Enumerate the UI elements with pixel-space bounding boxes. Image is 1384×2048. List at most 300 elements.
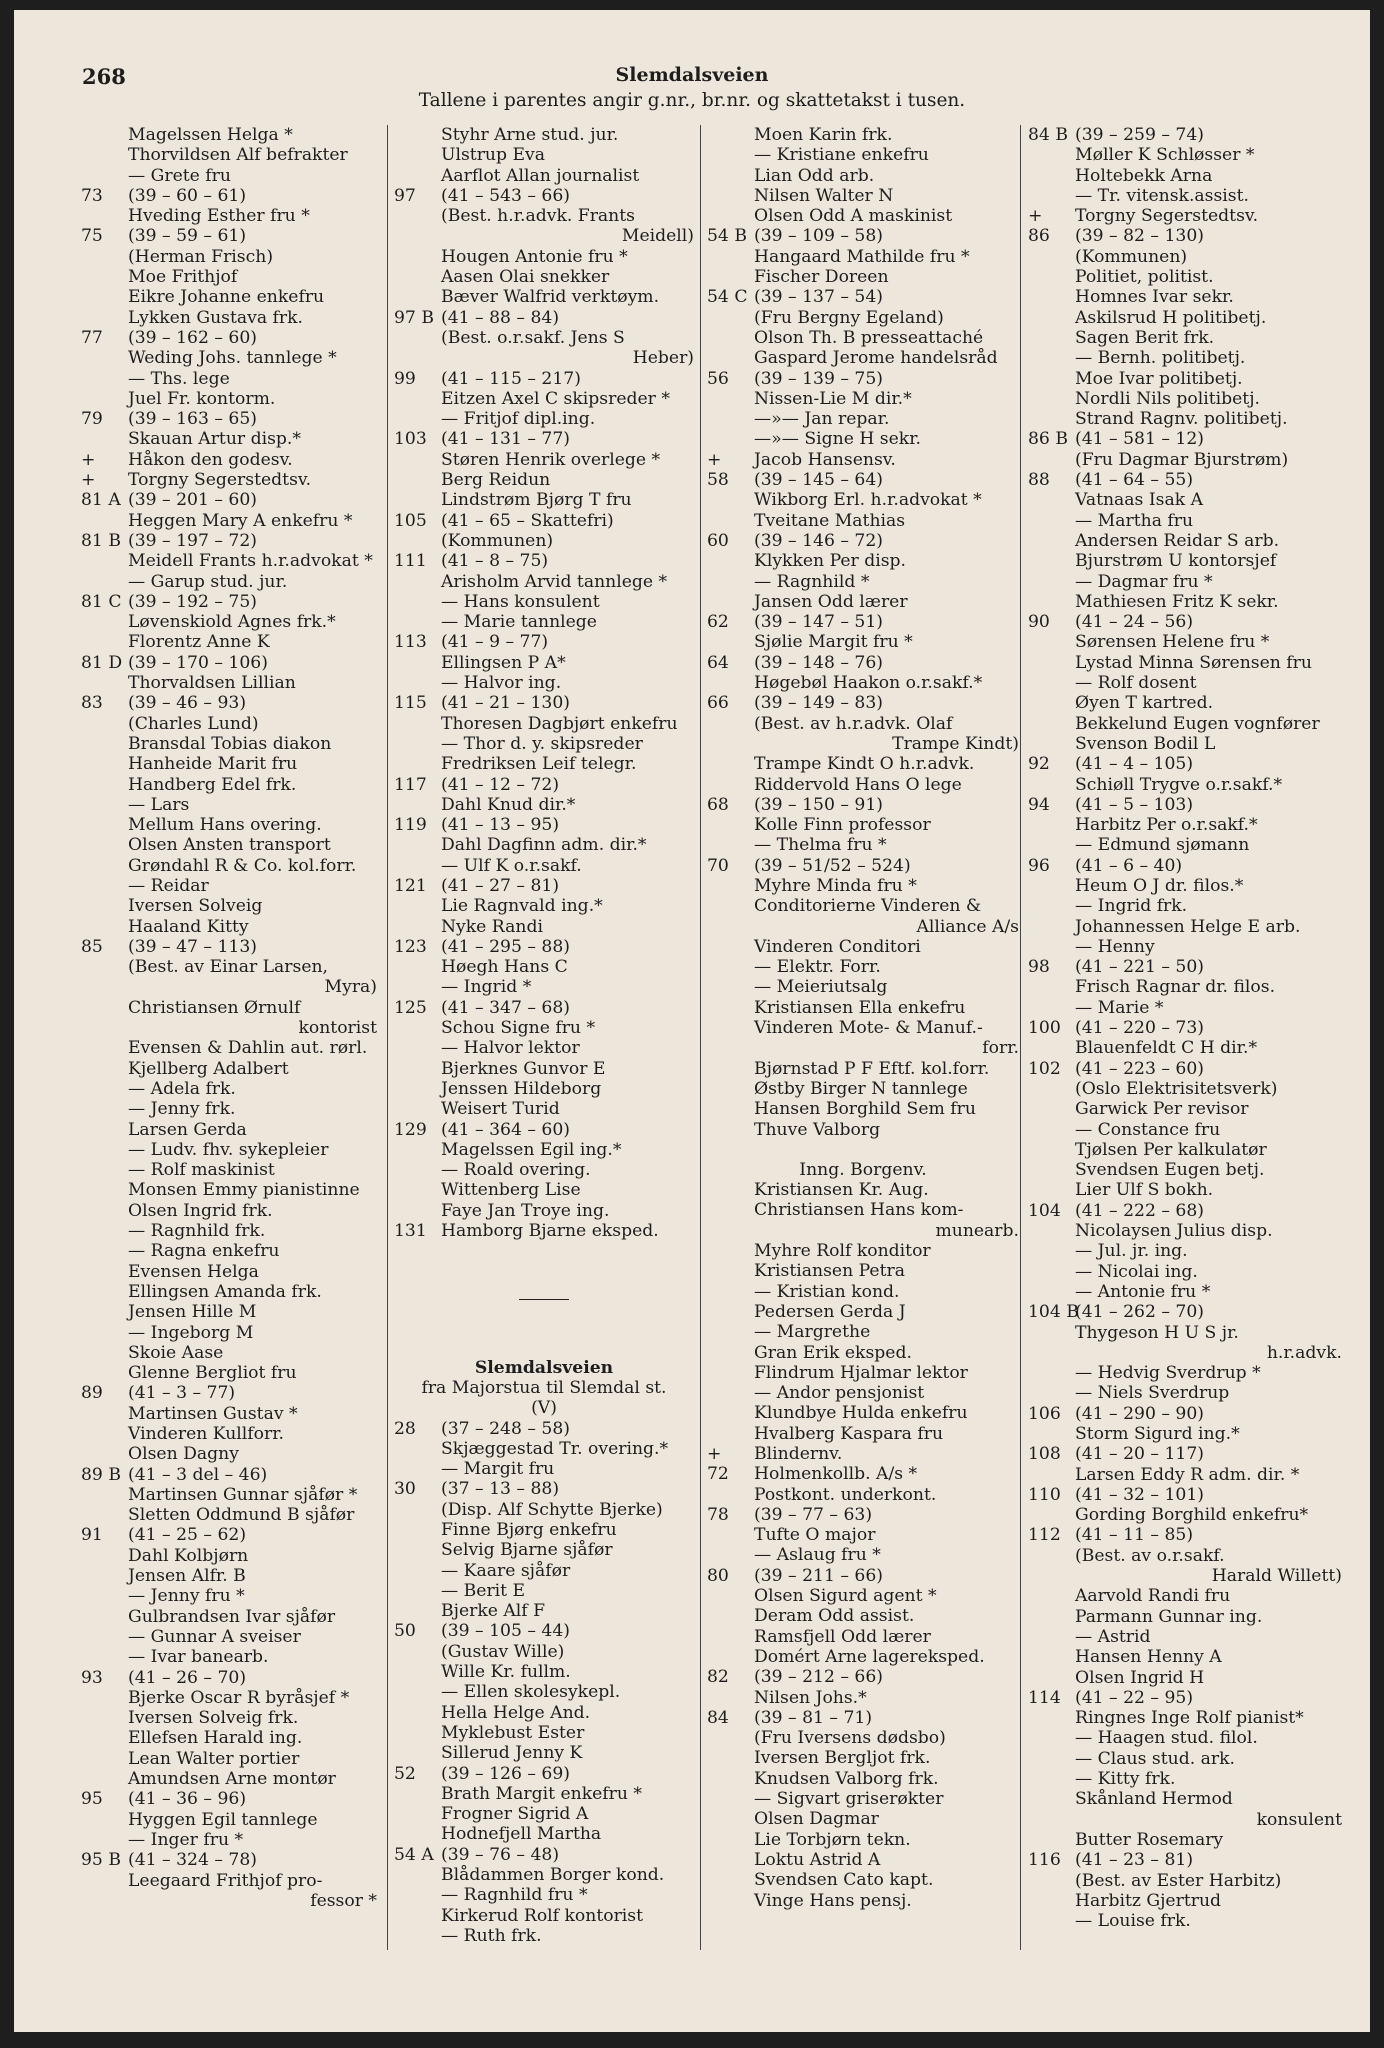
house-number: 106: [1028, 1403, 1061, 1424]
resident-entry: Flindrum Hjalmar lektor: [754, 1362, 968, 1383]
entry-text: (39 – 197 – 72): [128, 530, 257, 551]
entry-text: (39 – 150 – 91): [754, 794, 883, 815]
address-entry: [394, 369, 694, 389]
address-entry: [394, 693, 694, 713]
house-number: +: [707, 449, 722, 470]
resident-entry: — Roald overing.: [441, 1160, 591, 1181]
resident-entry: — Dagmar fru *: [1075, 571, 1213, 592]
directory-page: [14, 10, 1370, 2032]
continuation-line: Trampe Kindt): [892, 733, 1019, 754]
resident-entry: — Gunnar A sveiser: [128, 1626, 301, 1647]
address-entry: [707, 653, 1019, 673]
house-number: 84: [707, 1707, 729, 1728]
house-number: 86 B: [1028, 429, 1068, 450]
entry-text: (39 – 81 – 71): [754, 1707, 873, 1728]
resident-entry: — Ingeborg M: [128, 1322, 254, 1343]
resident-entry: Iversen Solveig frk.: [128, 1708, 299, 1729]
resident-entry: Bjerke Oscar R byråsjef *: [128, 1687, 350, 1708]
house-number: 129: [394, 1119, 427, 1140]
address-entry: [81, 1383, 377, 1403]
resident-entry: Larsen Gerda: [128, 1119, 247, 1140]
resident-entry: Sletten Oddmund B sjåfør: [128, 1505, 355, 1526]
page-subtitle: Tallene i parentes angir g.nr., br.nr. og skattetakst i tusen.: [418, 90, 966, 111]
resident-entry: Olsen Ingrid H: [1075, 1667, 1205, 1688]
address-entry: [707, 226, 1019, 246]
continuation-line: Harald Willett): [1211, 1566, 1342, 1587]
continuation-line: Meidell): [621, 226, 694, 247]
continuation-line: h.r.advk.: [1266, 1342, 1342, 1363]
address-entry: [81, 693, 377, 713]
house-number: 114: [1028, 1687, 1061, 1708]
resident-entry: Amundsen Arne montør: [128, 1769, 336, 1790]
address-entry: [1028, 1404, 1342, 1424]
address-entry: [394, 876, 694, 896]
resident-entry: Olsen Dagmar: [754, 1809, 879, 1830]
entry-text: (39 – 76 – 48): [441, 1844, 560, 1865]
resident-entry: Svendsen Cato kapt.: [754, 1870, 934, 1891]
house-number: 95 B: [81, 1850, 121, 1871]
address-entry: [1028, 1525, 1342, 1545]
resident-entry: Frisch Ragnar dr. filos.: [1075, 977, 1276, 998]
house-number: 90: [1028, 612, 1050, 633]
entry-text: (41 – 6 – 40): [1075, 855, 1183, 876]
entry-text: (41 – 64 – 55): [1075, 470, 1194, 491]
resident-entry: (Herman Frisch): [128, 246, 274, 267]
resident-entry: Evensen Helga: [128, 1261, 259, 1282]
house-number: 104 B: [1028, 1302, 1079, 1323]
address-entry: [394, 551, 694, 571]
resident-entry: Vinderen Conditori: [754, 936, 921, 957]
resident-entry: Olsen Dagny: [128, 1444, 239, 1465]
resident-entry: (Gustav Wille): [441, 1641, 565, 1662]
resident-entry: Støren Henrik overlege *: [441, 449, 661, 470]
resident-entry: (Best. o.r.sakf. Jens S: [441, 327, 625, 348]
address-entry: [707, 287, 1019, 307]
address-entry: [81, 186, 377, 206]
resident-entry: (Kommunen): [441, 530, 554, 551]
entry-text: (39 – 149 – 83): [754, 693, 883, 714]
resident-entry: — Hans konsulent: [441, 591, 600, 612]
address-entry: [81, 409, 377, 429]
resident-entry: Tjølsen Per kalkulatør: [1075, 1139, 1267, 1160]
house-number: 78: [707, 1504, 729, 1525]
resident-entry: Nilsen Johs.*: [754, 1687, 867, 1708]
column-rule: [700, 125, 701, 1950]
resident-entry: — Ragnhild fru *: [441, 1885, 588, 1906]
resident-entry: Conditorierne Vinderen &: [754, 896, 982, 917]
continuation-line: Alliance A/s: [916, 916, 1019, 937]
resident-entry: Thygeson H U S jr.: [1075, 1322, 1239, 1343]
entry-text: (41 – 347 – 68): [441, 997, 570, 1018]
resident-entry: Mathiesen Fritz K sekr.: [1075, 591, 1279, 612]
address-entry: [707, 470, 1019, 490]
resident-entry: (Charles Lund): [128, 713, 259, 734]
resident-entry: Gaspard Jerome handelsråd: [754, 348, 998, 369]
resident-entry: — Margit fru: [441, 1459, 555, 1480]
house-number: 123: [394, 936, 427, 957]
entry-text: (41 – 543 – 66): [441, 185, 570, 206]
resident-entry: — Edmund sjømann: [1075, 835, 1250, 856]
resident-entry: Tveitane Mathias: [754, 510, 906, 531]
resident-entry: Hveding Esther fru *: [128, 206, 310, 227]
resident-entry: Fredriksen Leif telegr.: [441, 754, 637, 775]
entry-text: (39 – 77 – 63): [754, 1504, 873, 1525]
resident-entry: Myhre Rolf konditor: [754, 1241, 931, 1262]
resident-entry: Olsen Ingrid frk.: [128, 1200, 273, 1221]
resident-entry: Ellingsen P A*: [441, 652, 566, 673]
resident-entry: — Tr. vitensk.assist.: [1075, 185, 1249, 206]
resident-entry: Andersen Reidar S arb.: [1075, 530, 1280, 551]
resident-entry: Klundbye Hulda enkefru: [754, 1403, 968, 1424]
resident-entry: Eitzen Axel C skipsreder *: [441, 388, 670, 409]
resident-entry: — Louise frk.: [1075, 1911, 1191, 1932]
address-entry: [81, 490, 377, 510]
resident-entry: Riddervold Hans O lege: [754, 774, 962, 795]
section-subheading: Inng. Borgenv.: [799, 1159, 927, 1180]
address-entry: [1028, 1850, 1342, 1870]
resident-entry: Hella Helge And.: [441, 1702, 591, 1723]
resident-entry: Mellum Hans overing.: [128, 815, 322, 836]
resident-entry: Hvalberg Kaspara fru: [754, 1423, 944, 1444]
address-entry: [1028, 612, 1342, 632]
resident-entry: Klykken Per disp.: [754, 551, 907, 572]
resident-entry: Lykken Gustava frk.: [128, 307, 304, 328]
house-number: 108: [1028, 1444, 1061, 1465]
resident-entry: — Ragnhild frk.: [128, 1221, 266, 1242]
resident-entry: — Reidar: [128, 875, 209, 896]
address-entry: [707, 1566, 1019, 1586]
address-entry: [394, 308, 694, 328]
resident-entry: Nordli Nils politibetj.: [1075, 388, 1261, 409]
house-number: 97 B: [394, 307, 434, 328]
house-number: 75: [81, 226, 103, 247]
house-number: 131: [394, 1221, 427, 1242]
resident-entry: Sagen Berit frk.: [1075, 327, 1215, 348]
house-number: 66: [707, 693, 729, 714]
resident-entry: Vinderen Kullforr.: [128, 1424, 285, 1444]
resident-entry: Kirkerud Rolf kontorist: [441, 1905, 644, 1926]
resident-entry: Handberg Edel frk.: [128, 774, 297, 795]
entry-text: (41 – 11 – 85): [1075, 1525, 1194, 1546]
resident-entry: Finne Bjørg enkefru: [441, 1520, 617, 1540]
resident-entry: — Marie *: [1075, 997, 1164, 1018]
house-number: 125: [394, 997, 427, 1018]
resident-entry: Øyen T kartred.: [1075, 693, 1214, 714]
resident-entry: Svenson Bodil L: [1075, 733, 1216, 754]
resident-entry: Skånland Hermod: [1075, 1789, 1233, 1810]
resident-entry: Domért Arne lagereksped.: [754, 1646, 985, 1667]
address-entry: [1028, 795, 1342, 815]
entry-text: (41 – 12 – 72): [441, 774, 560, 795]
address-entry: [1028, 856, 1342, 876]
house-number: 91: [81, 1525, 103, 1546]
entry-text: (41 – 221 – 50): [1075, 957, 1204, 978]
resident-entry: — Antonie fru *: [1075, 1281, 1211, 1302]
resident-entry: Evensen & Dahlin aut. rørl.: [128, 1038, 368, 1059]
address-entry: [394, 1221, 694, 1241]
entry-text: (41 – 32 – 101): [1075, 1484, 1204, 1505]
spacer: [707, 1140, 1019, 1160]
resident-entry: Berg Reidun: [441, 470, 551, 491]
resident-entry: Blådammen Borger kond.: [441, 1865, 665, 1886]
entry-text: (41 – 115 – 217): [441, 368, 581, 389]
resident-entry: Hodnefjell Martha: [441, 1824, 602, 1845]
resident-entry: Meidell Frants h.r.advokat *: [128, 551, 373, 572]
resident-entry: Ramsfjell Odd lærer: [754, 1626, 931, 1647]
house-number: 99: [394, 368, 416, 389]
resident-entry: Strand Ragnv. politibetj.: [1075, 409, 1288, 430]
resident-entry: Lian Odd arb.: [754, 165, 875, 186]
resident-entry: — Kristian kond.: [754, 1281, 900, 1302]
resident-entry: Politiet, politist.: [1075, 267, 1214, 288]
house-number: 100: [1028, 1018, 1061, 1039]
house-number: 28: [394, 1418, 416, 1439]
resident-entry: —»— Signe H sekr.: [754, 429, 921, 450]
resident-entry: Møller K Schløsser *: [1075, 145, 1255, 166]
address-entry: [1028, 1688, 1342, 1708]
house-number: 98: [1028, 957, 1050, 978]
address-entry: [394, 998, 694, 1018]
entry-text: (41 – 3 del – 46): [128, 1464, 268, 1485]
entry-text: (39 – 47 – 113): [128, 936, 257, 957]
house-number: 81 A: [81, 490, 121, 511]
resident-entry: Bjørnstad P F Eftf. kol.forr.: [754, 1058, 990, 1079]
section-heading: Slemdalsveien: [474, 1357, 614, 1378]
resident-entry: Butter Rosemary: [1075, 1829, 1224, 1850]
directory-column-4: [1028, 125, 1342, 1931]
resident-entry: Gording Borghild enkefru*: [1075, 1505, 1309, 1526]
entry-text: (41 – 13 – 95): [441, 815, 560, 836]
address-entry: [707, 1444, 1019, 1464]
house-number: 56: [707, 368, 729, 389]
resident-entry: Trampe Kindt O h.r.advk.: [754, 754, 975, 775]
resident-entry: (Best. h.r.advk. Frants: [441, 206, 635, 227]
resident-entry: Thuve Valborg: [754, 1119, 881, 1140]
resident-entry: Magelssen Helga *: [128, 125, 293, 145]
page-title: Slemdalsveien: [615, 64, 769, 86]
entry-text: (39 – 170 – 106): [128, 652, 268, 673]
resident-entry: Kolle Finn professor: [754, 815, 931, 836]
resident-entry: Lean Walter portier: [128, 1748, 300, 1769]
address-entry: [707, 450, 1019, 470]
house-number: 95: [81, 1789, 103, 1810]
address-entry: [707, 612, 1019, 632]
address-entry: [1028, 206, 1342, 226]
house-number: 50: [394, 1621, 416, 1642]
resident-entry: Moe Frithjof: [128, 267, 238, 288]
resident-entry: Hyggen Egil tannlege: [128, 1809, 318, 1830]
resident-entry: Garwick Per revisor: [1075, 1099, 1249, 1120]
resident-entry: (Disp. Alf Schytte Bjerke): [441, 1499, 663, 1520]
resident-entry: Bransdal Tobias diakon: [128, 733, 332, 754]
resident-entry: Deram Odd assist.: [754, 1606, 915, 1627]
entry-text: (39 – 163 – 65): [128, 409, 257, 430]
directory-column-1: [81, 125, 377, 1911]
address-entry: [394, 429, 694, 449]
resident-entry: Myhre Minda fru *: [754, 875, 917, 896]
house-number: 58: [707, 470, 729, 491]
resident-entry: — Nicolai ing.: [1075, 1261, 1198, 1282]
resident-entry: Svendsen Eugen betj.: [1075, 1160, 1265, 1181]
resident-entry: — Ragna enkefru: [128, 1241, 280, 1262]
house-number: 89 B: [81, 1464, 121, 1485]
address-entry: [1028, 1059, 1342, 1079]
entry-text: (41 – 22 – 95): [1075, 1687, 1194, 1708]
house-number: 97: [394, 185, 416, 206]
resident-entry: Ulstrup Eva: [441, 145, 545, 166]
resident-entry: Kristiansen Ella enkefru: [754, 997, 966, 1018]
resident-entry: Bjerke Alf F: [441, 1601, 546, 1622]
entry-text: (41 – 21 – 130): [441, 693, 570, 714]
house-number: 103: [394, 429, 427, 450]
column-rule: [1020, 125, 1021, 1950]
resident-entry: Nissen-Lie M dir.*: [754, 388, 912, 409]
entry-text: (39 – 139 – 75): [754, 368, 883, 389]
house-number: 80: [707, 1565, 729, 1586]
address-entry: [394, 1120, 694, 1140]
entry-text: (39 – 147 – 51): [754, 612, 883, 633]
entry-text: (39 – 192 – 75): [128, 591, 257, 612]
resident-entry: Lie Torbjørn tekn.: [754, 1829, 911, 1850]
resident-entry: — Meieriutsalg: [754, 977, 888, 998]
house-number: 94: [1028, 794, 1050, 815]
spacer: [394, 1318, 694, 1358]
house-number: 105: [394, 510, 427, 531]
house-number: 96: [1028, 855, 1050, 876]
resident-entry: — Claus stud. ark.: [1075, 1748, 1235, 1769]
address-entry: [707, 369, 1019, 389]
resident-entry: Magelssen Egil ing.*: [441, 1139, 622, 1160]
entry-text: (41 – 324 – 78): [128, 1850, 257, 1871]
entry-text: (41 – 20 – 117): [1075, 1444, 1204, 1465]
resident-entry: Larsen Eddy R adm. dir. *: [1075, 1464, 1300, 1485]
entry-text: (41 – 131 – 77): [441, 429, 570, 450]
address-entry: [81, 470, 377, 490]
resident-entry: Pedersen Gerda J: [754, 1301, 906, 1322]
entry-text: (39 – 201 – 60): [128, 490, 257, 511]
resident-entry: Skauan Artur disp.*: [128, 429, 301, 450]
resident-entry: Eikre Johanne enkefru: [128, 287, 325, 308]
entry-text: (39 – 259 – 74): [1075, 125, 1204, 145]
resident-entry: Dahl Kolbjørn: [128, 1545, 249, 1566]
entry-text: (39 – 148 – 76): [754, 652, 883, 673]
resident-entry: Moen Karin frk.: [754, 125, 893, 145]
resident-entry: Iversen Solveig: [128, 896, 263, 917]
house-number: 64: [707, 652, 729, 673]
entry-text: (39 – 145 – 64): [754, 470, 883, 491]
resident-entry: Østby Birger N tannlege: [754, 1078, 968, 1099]
entry-text: Blindernv.: [754, 1444, 843, 1464]
house-number: +: [707, 1444, 722, 1464]
resident-entry: Sørensen Helene fru *: [1075, 632, 1270, 653]
address-entry: [1028, 226, 1342, 246]
resident-entry: — Ragnhild *: [754, 571, 870, 592]
address-entry: [707, 1667, 1019, 1687]
resident-entry: Myklebust Ester: [441, 1722, 585, 1743]
resident-entry: (Best. av Einar Larsen,: [128, 957, 329, 978]
resident-entry: — Martha fru: [1075, 510, 1194, 531]
resident-entry: Kjellberg Adalbert: [128, 1058, 289, 1079]
resident-entry: Monsen Emmy pianistinne: [128, 1180, 360, 1201]
resident-entry: — Inger fru *: [128, 1829, 244, 1850]
entry-text: (39 – 146 – 72): [754, 530, 883, 551]
resident-entry: Wille Kr. fullm.: [441, 1662, 571, 1683]
house-number: 81 D: [81, 652, 123, 673]
resident-entry: Glenne Bergliot fru: [128, 1363, 297, 1384]
resident-entry: — Kitty frk.: [1075, 1769, 1176, 1790]
house-number: 86: [1028, 226, 1050, 247]
resident-entry: Holtebekk Arna: [1075, 165, 1213, 186]
address-entry: [1028, 1444, 1342, 1464]
house-number: 70: [707, 855, 729, 876]
house-number: 104: [1028, 1200, 1061, 1221]
resident-entry: Loktu Astrid A: [754, 1849, 881, 1870]
address-entry: [707, 1464, 1019, 1484]
column-rule: [387, 125, 388, 1950]
house-number: +: [1028, 206, 1043, 227]
resident-entry: Heggen Mary A enkefru *: [128, 510, 353, 531]
address-entry: [394, 1764, 694, 1784]
resident-entry: Nyke Randi: [441, 916, 543, 937]
resident-entry: Thorvaldsen Lillian: [128, 673, 296, 694]
resident-entry: Bæver Walfrid verktøym.: [441, 287, 660, 308]
resident-entry: Moe Ivar politibetj.: [1075, 368, 1243, 389]
address-entry: [1028, 470, 1342, 490]
continuation-line: Heber): [632, 348, 694, 369]
resident-entry: — Ulf K o.r.sakf.: [441, 855, 582, 876]
house-number: 82: [707, 1667, 729, 1688]
entry-text: (41 – 222 – 68): [1075, 1200, 1204, 1221]
entry-text: (39 – 137 – 54): [754, 287, 883, 308]
address-entry: [707, 693, 1019, 713]
address-entry: [394, 1479, 694, 1499]
resident-entry: — Jul. jr. ing.: [1075, 1241, 1188, 1262]
resident-entry: Jansen Odd lærer: [754, 591, 908, 612]
resident-entry: Vinderen Mote- & Manuf.-: [754, 1018, 983, 1039]
entry-text: (41 – 9 – 77): [441, 632, 549, 653]
resident-entry: Olson Th. B presseattaché: [754, 327, 984, 348]
entry-text: (39 – 211 – 66): [754, 1565, 883, 1586]
resident-entry: — Ivar banearb.: [128, 1647, 269, 1668]
resident-entry: Lindstrøm Bjørg T fru: [441, 490, 632, 511]
house-number: +: [81, 449, 96, 470]
address-entry: [1028, 1201, 1342, 1221]
address-entry: [81, 226, 377, 246]
resident-entry: Brath Margit enkefru *: [441, 1783, 642, 1804]
entry-text: (41 – 223 – 60): [1075, 1058, 1204, 1079]
resident-entry: (Fru Dagmar Bjurstrøm): [1075, 449, 1289, 470]
resident-entry: Martinsen Gunnar sjåfør *: [128, 1484, 358, 1505]
entry-text: Jacob Hansensv.: [754, 449, 896, 470]
page-number: 268: [82, 64, 126, 89]
resident-entry: — Garup stud. jur.: [128, 571, 288, 592]
resident-entry: Arisholm Arvid tannlege *: [441, 571, 668, 592]
continuation-line: forr.: [982, 1038, 1019, 1059]
resident-entry: Hangaard Mathilde fru *: [754, 246, 970, 267]
divider-line: [519, 1299, 569, 1300]
entry-text: (41 – 295 – 88): [441, 936, 570, 957]
resident-entry: Hansen Henny A: [1075, 1647, 1222, 1668]
resident-entry: Olsen Sigurd agent *: [754, 1586, 937, 1607]
resident-entry: — Hedvig Sverdrup *: [1075, 1363, 1261, 1384]
entry-text: (39 – 105 – 44): [441, 1621, 570, 1642]
resident-entry: — Bernh. politibetj.: [1075, 348, 1246, 369]
resident-entry: Aarflot Allan journalist: [441, 165, 640, 186]
resident-entry: Weisert Turid: [441, 1099, 560, 1120]
resident-entry: (Best. av o.r.sakf.: [1075, 1545, 1225, 1566]
resident-entry: Tufte O major: [754, 1525, 876, 1546]
resident-entry: Hanheide Marit fru: [128, 754, 298, 775]
